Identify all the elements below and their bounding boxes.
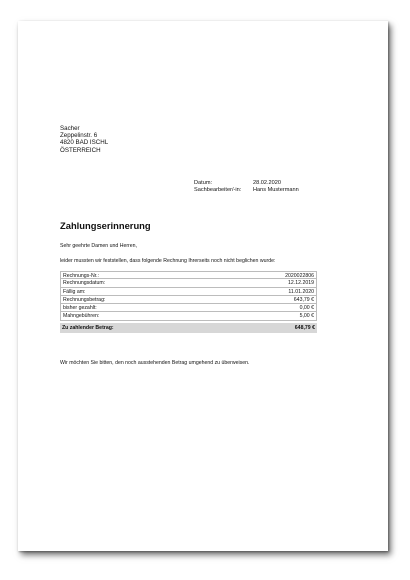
- row-label: Rechnungs-Nr.:: [63, 273, 100, 279]
- total-row: [60, 323, 317, 333]
- letter-meta: [194, 180, 299, 194]
- table-row: [60, 271, 317, 279]
- clerk-value: Hans Mustermann: [253, 187, 299, 194]
- table-row: [60, 312, 317, 320]
- total-label: Zu zahlender Betrag:: [62, 324, 114, 331]
- row-label: Rechnungsdatum:: [63, 280, 106, 287]
- table-row: [60, 279, 317, 287]
- address-line: Sacher: [60, 125, 80, 132]
- total-value: 648,79 €: [294, 324, 315, 331]
- intro-text: leider mussten wir feststellen, dass folgende Rechnung Ihrerseits noch nicht beglichen wurde:: [60, 258, 276, 264]
- row-value: 2020022806: [285, 273, 314, 279]
- table-row: [60, 288, 317, 296]
- invoice-table: [60, 271, 317, 333]
- clerk-row: [194, 187, 299, 194]
- row-label: Rechnungsbetrag:: [63, 296, 106, 303]
- date-row: [194, 180, 299, 187]
- address-line: ÖSTERREICH: [60, 146, 101, 154]
- address-line: 4820 BAD ISCHL: [60, 139, 109, 147]
- table-row: [60, 304, 317, 312]
- row-value: 11.01.2020: [288, 288, 314, 295]
- address-line: Zeppelinstr. 6: [60, 132, 98, 140]
- salutation: Sehr geehrte Damen und Herren,: [60, 243, 137, 249]
- row-label: bisher gezahlt:: [63, 305, 97, 312]
- row-label: Mahngebühren:: [63, 313, 100, 320]
- date-value: 28.02.2020: [253, 180, 281, 186]
- letter-title: Zahlungserinnerung: [60, 220, 151, 231]
- row-value: 5,00 €: [299, 313, 314, 320]
- row-value: 0,00 €: [299, 305, 314, 312]
- row-label: Fällig am:: [63, 288, 86, 295]
- date-label: Datum:: [194, 180, 213, 186]
- clerk-label: Sachbearbeiter/-in:: [194, 187, 242, 194]
- closing-text: Wir möchten Sie bitten, den noch ausstehenden Betrag umgehend zu überweisen.: [60, 360, 250, 366]
- row-value: 12.12.2019: [288, 280, 314, 287]
- invoice-rows: [60, 271, 317, 321]
- table-row: [60, 296, 317, 304]
- row-value: 643,79 €: [293, 296, 314, 303]
- recipient-address: [60, 125, 108, 154]
- document-page: [18, 21, 388, 551]
